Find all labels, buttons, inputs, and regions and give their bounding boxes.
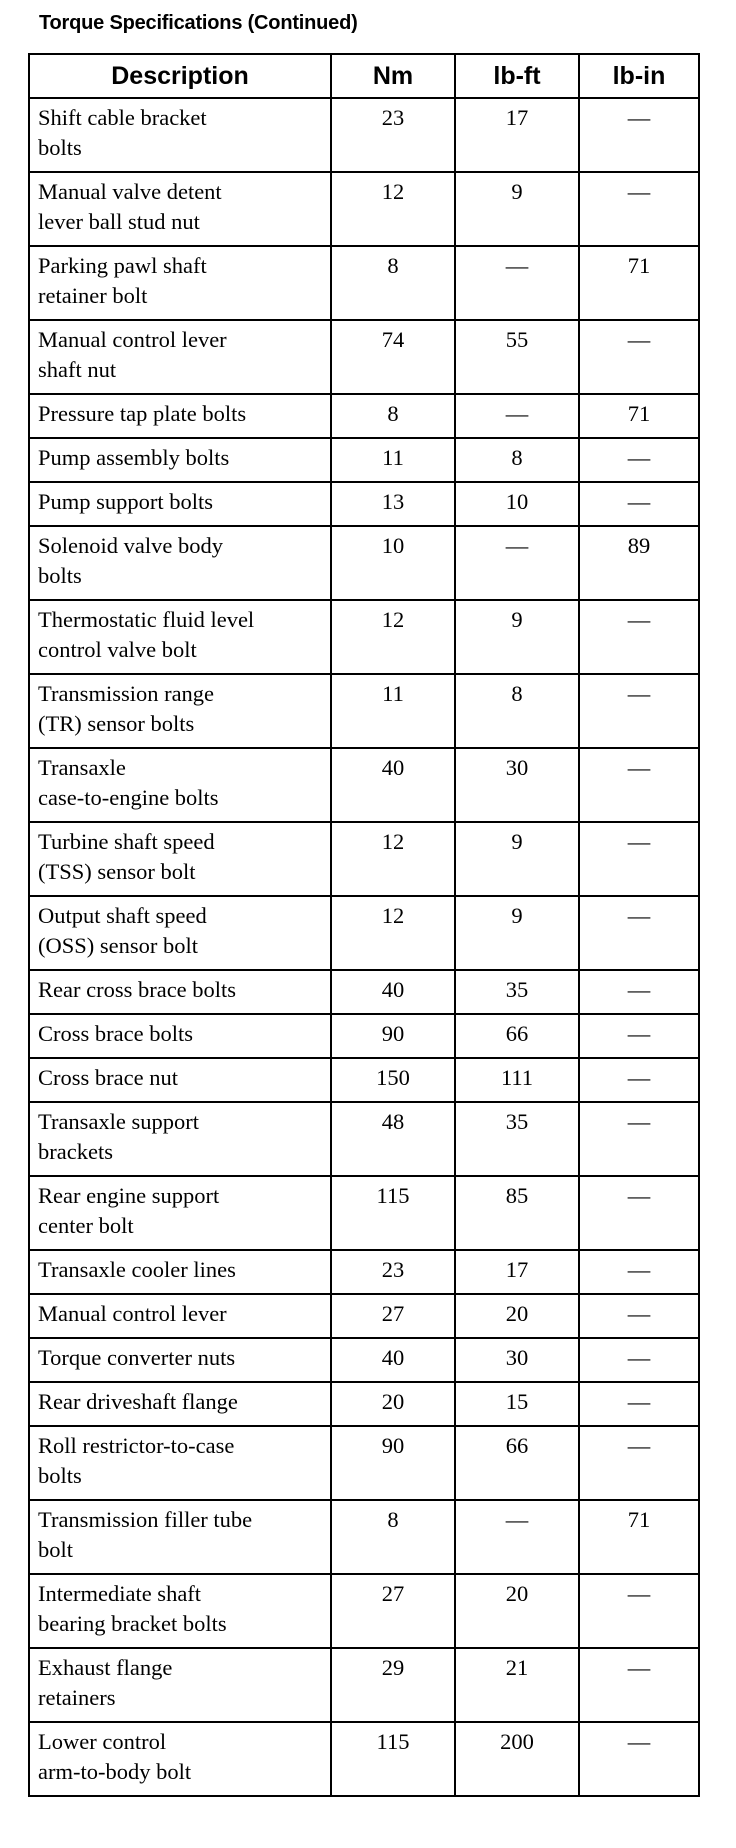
lb-ft-cell: — bbox=[455, 1500, 579, 1574]
description-line: Exhaust flange bbox=[38, 1655, 173, 1680]
description-cell bbox=[29, 1294, 331, 1338]
lb-in-cell: — bbox=[579, 1338, 699, 1382]
lb-in-cell: — bbox=[579, 1382, 699, 1426]
lb-ft-cell: 17 bbox=[455, 1250, 579, 1294]
description-line: arm-to-body bolt bbox=[38, 1759, 192, 1784]
table-row bbox=[29, 600, 699, 674]
description-cell bbox=[29, 526, 331, 600]
description-cell bbox=[29, 970, 331, 1014]
lb-in-cell: — bbox=[579, 896, 699, 970]
nm-cell: 150 bbox=[331, 1058, 455, 1102]
lb-in-cell: — bbox=[579, 1294, 699, 1338]
lb-in-cell: 71 bbox=[579, 246, 699, 320]
lb-ft-cell: 10 bbox=[455, 482, 579, 526]
nm-cell: 20 bbox=[331, 1382, 455, 1426]
description-cell bbox=[29, 1250, 331, 1294]
table-row bbox=[29, 1294, 699, 1338]
lb-in-cell: — bbox=[579, 970, 699, 1014]
lb-ft-cell: 9 bbox=[455, 822, 579, 896]
nm-cell: 12 bbox=[331, 600, 455, 674]
table-row bbox=[29, 1648, 699, 1722]
nm-cell: 48 bbox=[331, 1102, 455, 1176]
description-line: Pump support bolts bbox=[38, 489, 214, 514]
lb-ft-cell: 35 bbox=[455, 1102, 579, 1176]
table-row bbox=[29, 1382, 699, 1426]
description-cell bbox=[29, 1338, 331, 1382]
lb-in-cell: — bbox=[579, 482, 699, 526]
table-row bbox=[29, 98, 699, 172]
description-line: lever ball stud nut bbox=[38, 209, 200, 234]
description-line: Turbine shaft speed bbox=[38, 829, 215, 854]
nm-cell: 27 bbox=[331, 1294, 455, 1338]
description-cell bbox=[29, 1014, 331, 1058]
description-line: center bolt bbox=[38, 1213, 134, 1238]
description-cell bbox=[29, 394, 331, 438]
column-header-nm: Nm bbox=[331, 54, 455, 98]
table-row bbox=[29, 1014, 699, 1058]
lb-ft-cell: 66 bbox=[455, 1426, 579, 1500]
table-row bbox=[29, 1176, 699, 1250]
nm-cell: 40 bbox=[331, 1338, 455, 1382]
table-row bbox=[29, 246, 699, 320]
nm-cell: 74 bbox=[331, 320, 455, 394]
lb-ft-cell: 30 bbox=[455, 748, 579, 822]
nm-cell: 8 bbox=[331, 394, 455, 438]
description-cell bbox=[29, 98, 331, 172]
lb-in-cell: 71 bbox=[579, 394, 699, 438]
description-line: (TR) sensor bolts bbox=[38, 711, 195, 736]
torque-spec-table bbox=[28, 53, 700, 1797]
lb-ft-cell: 17 bbox=[455, 98, 579, 172]
nm-cell: 23 bbox=[331, 98, 455, 172]
table-row bbox=[29, 674, 699, 748]
description-line: Transaxle bbox=[38, 755, 126, 780]
description-cell bbox=[29, 1500, 331, 1574]
description-line: bolts bbox=[38, 563, 82, 588]
description-line: shaft nut bbox=[38, 357, 117, 382]
lb-ft-cell: 21 bbox=[455, 1648, 579, 1722]
description-cell bbox=[29, 482, 331, 526]
nm-cell: 115 bbox=[331, 1722, 455, 1796]
description-cell bbox=[29, 1648, 331, 1722]
description-line: bolts bbox=[38, 1463, 82, 1488]
nm-cell: 11 bbox=[331, 438, 455, 482]
nm-cell: 8 bbox=[331, 1500, 455, 1574]
description-cell bbox=[29, 320, 331, 394]
lb-ft-cell: — bbox=[455, 526, 579, 600]
description-cell bbox=[29, 246, 331, 320]
lb-in-cell: — bbox=[579, 1648, 699, 1722]
nm-cell: 12 bbox=[331, 896, 455, 970]
description-cell bbox=[29, 172, 331, 246]
page-title: Torque Specifications (Continued) bbox=[39, 12, 358, 34]
description-cell bbox=[29, 438, 331, 482]
description-line: Intermediate shaft bbox=[38, 1581, 202, 1606]
description-line: brackets bbox=[38, 1139, 113, 1164]
description-cell bbox=[29, 1426, 331, 1500]
nm-cell: 90 bbox=[331, 1426, 455, 1500]
lb-in-cell: — bbox=[579, 320, 699, 394]
table-row bbox=[29, 1500, 699, 1574]
description-line: Rear engine support bbox=[38, 1183, 220, 1208]
description-line: (OSS) sensor bolt bbox=[38, 933, 199, 958]
column-header-lb-in: lb-in bbox=[579, 54, 699, 98]
table-header-row bbox=[29, 54, 699, 98]
lb-ft-cell: 15 bbox=[455, 1382, 579, 1426]
description-cell bbox=[29, 600, 331, 674]
lb-ft-cell: 111 bbox=[455, 1058, 579, 1102]
nm-cell: 40 bbox=[331, 748, 455, 822]
table-row bbox=[29, 1426, 699, 1500]
description-line: Roll restrictor-to-case bbox=[38, 1433, 235, 1458]
column-header-description: Description bbox=[29, 54, 331, 98]
table-row bbox=[29, 1338, 699, 1382]
description-cell bbox=[29, 896, 331, 970]
table-row bbox=[29, 1722, 699, 1796]
description-line: Transmission filler tube bbox=[38, 1507, 253, 1532]
nm-cell: 12 bbox=[331, 822, 455, 896]
description-line: Torque converter nuts bbox=[38, 1345, 236, 1370]
table-row bbox=[29, 1574, 699, 1648]
lb-ft-cell: 85 bbox=[455, 1176, 579, 1250]
description-line: Lower control bbox=[38, 1729, 167, 1754]
description-line: retainers bbox=[38, 1685, 116, 1710]
nm-cell: 29 bbox=[331, 1648, 455, 1722]
nm-cell: 11 bbox=[331, 674, 455, 748]
lb-in-cell: — bbox=[579, 674, 699, 748]
lb-in-cell: — bbox=[579, 1014, 699, 1058]
nm-cell: 115 bbox=[331, 1176, 455, 1250]
description-line: (TSS) sensor bolt bbox=[38, 859, 196, 884]
lb-in-cell: — bbox=[579, 1574, 699, 1648]
lb-in-cell: — bbox=[579, 1102, 699, 1176]
description-line: control valve bolt bbox=[38, 637, 197, 662]
description-cell bbox=[29, 1176, 331, 1250]
description-line: retainer bolt bbox=[38, 283, 148, 308]
description-line: Rear driveshaft flange bbox=[38, 1389, 238, 1414]
description-cell bbox=[29, 1722, 331, 1796]
description-cell bbox=[29, 1574, 331, 1648]
description-line: bolt bbox=[38, 1537, 74, 1562]
lb-ft-cell: 9 bbox=[455, 172, 579, 246]
description-cell bbox=[29, 1058, 331, 1102]
table-row bbox=[29, 1250, 699, 1294]
table-body bbox=[29, 98, 699, 1796]
table-row bbox=[29, 438, 699, 482]
lb-in-cell: — bbox=[579, 98, 699, 172]
description-line: Rear cross brace bolts bbox=[38, 977, 237, 1002]
lb-in-cell: — bbox=[579, 1176, 699, 1250]
description-line: Pump assembly bolts bbox=[38, 445, 230, 470]
description-line: case-to-engine bolts bbox=[38, 785, 219, 810]
table-row bbox=[29, 896, 699, 970]
description-line: Parking pawl shaft bbox=[38, 253, 207, 278]
description-line: Transaxle cooler lines bbox=[38, 1257, 236, 1282]
description-cell bbox=[29, 1102, 331, 1176]
table-row bbox=[29, 970, 699, 1014]
lb-ft-cell: 8 bbox=[455, 438, 579, 482]
lb-in-cell: 71 bbox=[579, 1500, 699, 1574]
lb-in-cell: — bbox=[579, 748, 699, 822]
description-line: Cross brace nut bbox=[38, 1065, 178, 1090]
description-line: Shift cable bracket bbox=[38, 105, 207, 130]
lb-ft-cell: 66 bbox=[455, 1014, 579, 1058]
nm-cell: 40 bbox=[331, 970, 455, 1014]
lb-ft-cell: 35 bbox=[455, 970, 579, 1014]
table-row bbox=[29, 482, 699, 526]
table-row bbox=[29, 526, 699, 600]
description-line: Thermostatic fluid level bbox=[38, 607, 255, 632]
lb-ft-cell: 20 bbox=[455, 1294, 579, 1338]
lb-in-cell: — bbox=[579, 1426, 699, 1500]
description-cell bbox=[29, 1382, 331, 1426]
table-row bbox=[29, 394, 699, 438]
nm-cell: 12 bbox=[331, 172, 455, 246]
description-line: Transmission range bbox=[38, 681, 215, 706]
lb-ft-cell: — bbox=[455, 394, 579, 438]
lb-ft-cell: 200 bbox=[455, 1722, 579, 1796]
description-cell bbox=[29, 748, 331, 822]
lb-ft-cell: 9 bbox=[455, 896, 579, 970]
lb-in-cell: — bbox=[579, 438, 699, 482]
description-line: Cross brace bolts bbox=[38, 1021, 193, 1046]
lb-in-cell: — bbox=[579, 1250, 699, 1294]
description-line: Solenoid valve body bbox=[38, 533, 223, 558]
table-row bbox=[29, 320, 699, 394]
lb-ft-cell: — bbox=[455, 246, 579, 320]
description-line: Manual control lever bbox=[38, 327, 227, 352]
lb-ft-cell: 9 bbox=[455, 600, 579, 674]
lb-in-cell: — bbox=[579, 822, 699, 896]
column-header-lb-ft: lb-ft bbox=[455, 54, 579, 98]
nm-cell: 23 bbox=[331, 1250, 455, 1294]
table-row bbox=[29, 1058, 699, 1102]
lb-ft-cell: 55 bbox=[455, 320, 579, 394]
table-row bbox=[29, 1102, 699, 1176]
description-line: Output shaft speed bbox=[38, 903, 207, 928]
lb-in-cell: — bbox=[579, 1058, 699, 1102]
nm-cell: 90 bbox=[331, 1014, 455, 1058]
description-line: bearing bracket bolts bbox=[38, 1611, 227, 1636]
description-line: Manual valve detent bbox=[38, 179, 222, 204]
nm-cell: 10 bbox=[331, 526, 455, 600]
lb-in-cell: — bbox=[579, 600, 699, 674]
table-row bbox=[29, 748, 699, 822]
description-line: Pressure tap plate bolts bbox=[38, 401, 247, 426]
lb-in-cell: 89 bbox=[579, 526, 699, 600]
description-line: bolts bbox=[38, 135, 82, 160]
nm-cell: 8 bbox=[331, 246, 455, 320]
description-cell bbox=[29, 822, 331, 896]
nm-cell: 27 bbox=[331, 1574, 455, 1648]
table-row bbox=[29, 822, 699, 896]
nm-cell: 13 bbox=[331, 482, 455, 526]
lb-ft-cell: 20 bbox=[455, 1574, 579, 1648]
description-cell bbox=[29, 674, 331, 748]
table-row bbox=[29, 172, 699, 246]
lb-in-cell: — bbox=[579, 1722, 699, 1796]
lb-in-cell: — bbox=[579, 172, 699, 246]
lb-ft-cell: 30 bbox=[455, 1338, 579, 1382]
lb-ft-cell: 8 bbox=[455, 674, 579, 748]
description-line: Manual control lever bbox=[38, 1301, 227, 1326]
description-line: Transaxle support bbox=[38, 1109, 200, 1134]
